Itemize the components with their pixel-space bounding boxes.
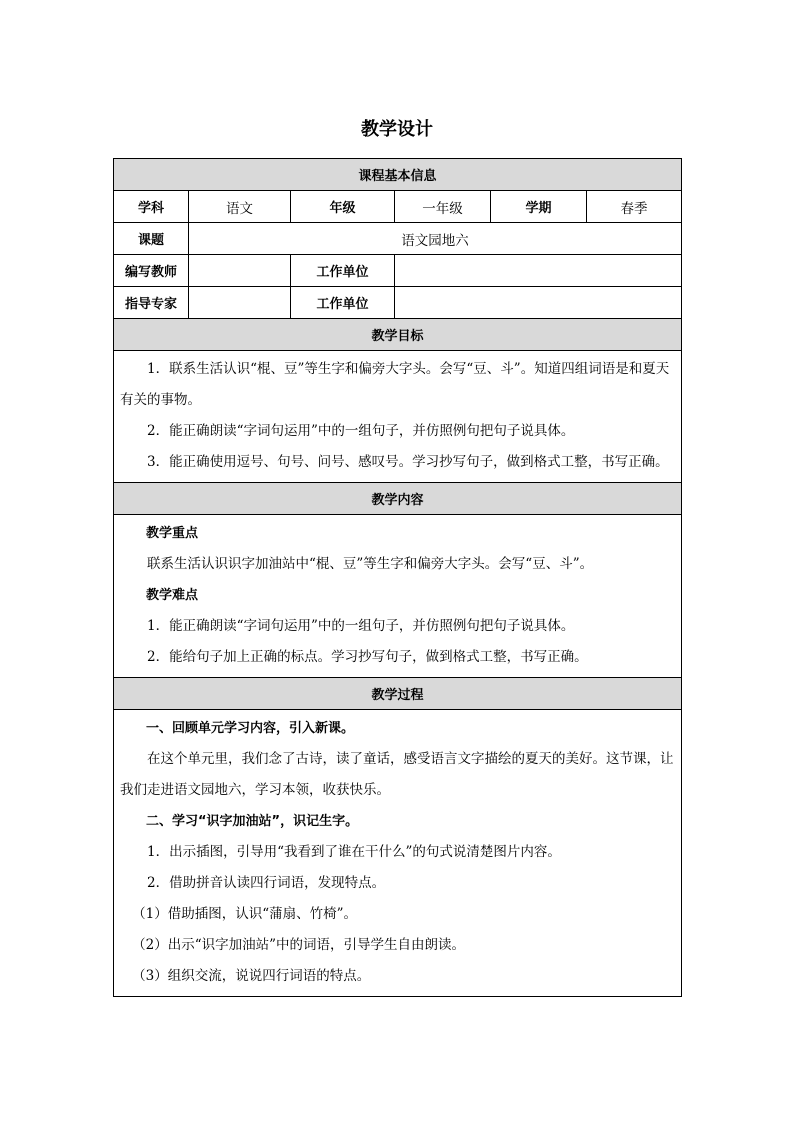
grade-label: 年级 bbox=[291, 191, 395, 223]
grade-value: 一年级 bbox=[395, 191, 491, 223]
topic-label: 课题 bbox=[114, 223, 189, 255]
step2-item: 2．借助拼音认读四行词语，发现特点。 bbox=[147, 875, 386, 891]
basic-info-header: 课程基本信息 bbox=[114, 159, 682, 191]
advisor-label: 指导专家 bbox=[114, 287, 189, 319]
term-label: 学期 bbox=[491, 191, 587, 223]
step2-subitem: （1）借助插图，认识“蒲扇、竹椅”。 bbox=[132, 906, 358, 922]
goal-item: 3．能正确使用逗号、句号、问号、感叹号。学习抄写句子，做到格式工整，书写正确。 bbox=[147, 454, 669, 470]
content-header: 教学内容 bbox=[114, 483, 682, 515]
content-body bbox=[114, 515, 682, 678]
goal-item: 2．能正确朗读“字词句运用”中的一组句子，并仿照例句把句子说具体。 bbox=[147, 423, 575, 439]
process-body bbox=[114, 710, 682, 997]
page-title: 教学设计 bbox=[361, 119, 433, 140]
subject-label: 学科 bbox=[114, 191, 189, 223]
goals-header: 教学目标 bbox=[114, 319, 682, 351]
process-header: 教学过程 bbox=[114, 678, 682, 710]
lesson-plan-table bbox=[113, 158, 682, 997]
author-unit-label: 工作单位 bbox=[291, 255, 395, 287]
author-unit-value bbox=[395, 255, 682, 287]
step2-subitem: （2）出示“识字加油站”中的词语，引导学生自由朗读。 bbox=[132, 937, 466, 953]
author-value bbox=[189, 255, 291, 287]
advisor-value bbox=[189, 287, 291, 319]
topic-value: 语文园地六 bbox=[189, 223, 682, 255]
key-points-text: 联系生活认识识字加油站中“棍、豆”等生字和偏旁大字头。会写“豆、斗”。 bbox=[147, 556, 594, 572]
step2-item: 1．出示插图，引导用“我看到了谁在干什么”的句式说清楚图片内容。 bbox=[147, 844, 561, 860]
step1-text: 在这个单元里，我们念了古诗，读了童话，感受语言文字描绘的夏天的美好。这节课，让我们走进语文园地六，学习本领，收获快乐。 bbox=[120, 751, 674, 798]
key-points-label: 教学重点 bbox=[146, 526, 199, 541]
author-label: 编写教师 bbox=[114, 255, 189, 287]
goal-item: 1．联系生活认识“棍、豆”等生字和偏旁大字头。会写“豆、斗”。知道四组词语是和夏天有关的事物。 bbox=[120, 361, 670, 408]
step2-title: 二、学习“识字加油站”，识记生字。 bbox=[146, 814, 359, 829]
goals-body bbox=[114, 351, 682, 483]
advisor-unit-label: 工作单位 bbox=[291, 287, 395, 319]
difficulty-item: 2．能给句子加上正确的标点。学习抄写句子，做到格式工整，书写正确。 bbox=[147, 649, 588, 665]
subject-value: 语文 bbox=[189, 191, 291, 223]
term-value: 春季 bbox=[587, 191, 682, 223]
step2-subitem: （3）组织交流，说说四行词语的特点。 bbox=[132, 968, 371, 984]
step1-title: 一、回顾单元学习内容，引入新课。 bbox=[146, 721, 355, 736]
advisor-unit-value bbox=[395, 287, 682, 319]
difficulty-label: 教学难点 bbox=[146, 588, 199, 603]
difficulty-item: 1．能正确朗读“字词句运用”中的一组句子，并仿照例句把句子说具体。 bbox=[147, 618, 575, 634]
